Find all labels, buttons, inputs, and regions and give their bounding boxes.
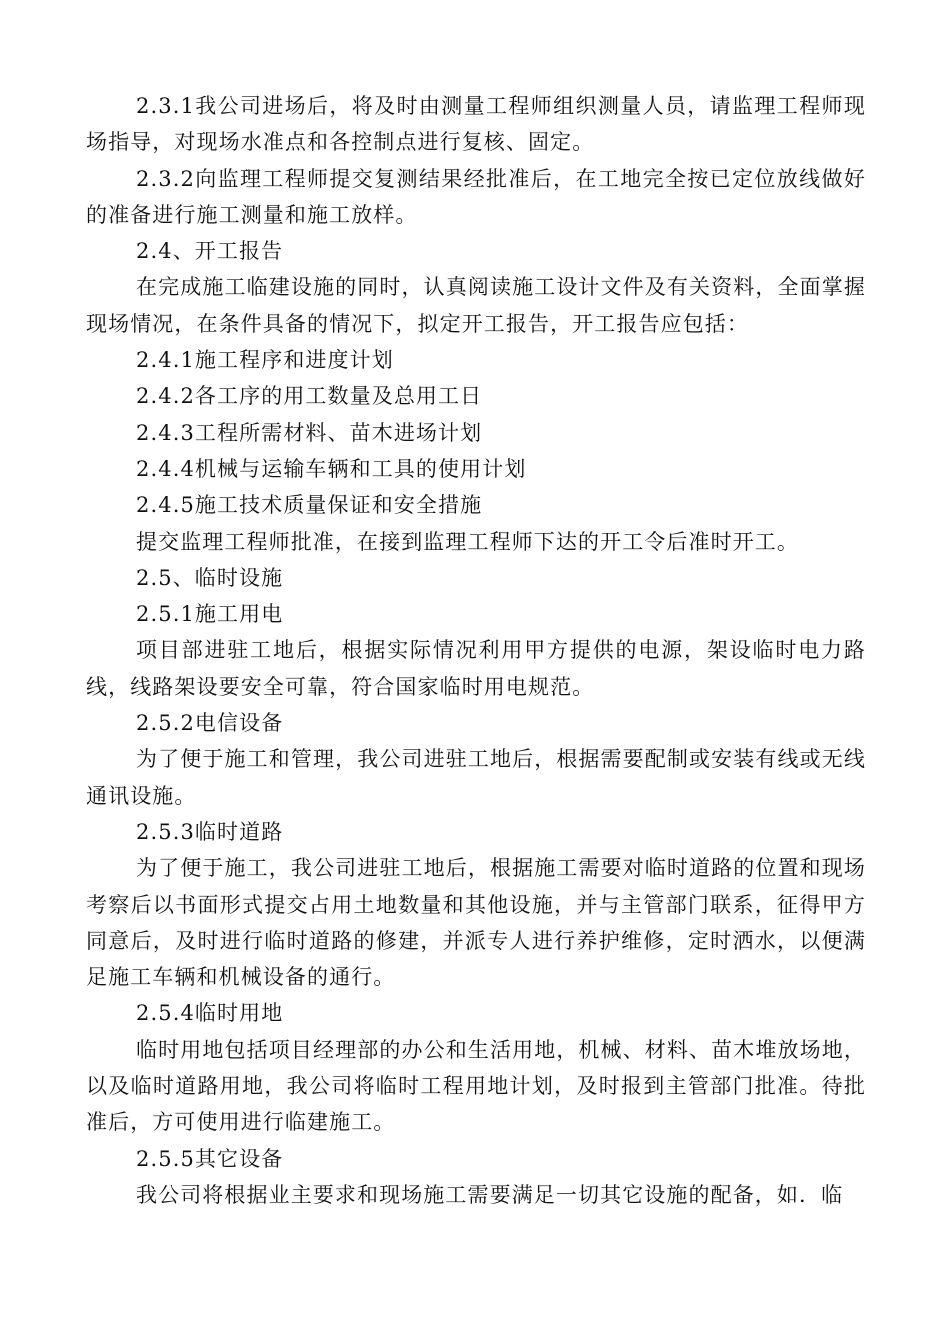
paragraph-land-use: 临时用地包括项目经理部的办公和生活用地，机械、材料、苗木堆放场地，以及临时道路用地，我公司将临时工程用地计划，及时报到主管部门批准。待批准后，方可使用进行临建施工。	[86, 1037, 866, 1135]
paragraph-submit-approval: 提交监理工程师批准，在接到监理工程师下达的开工令后准时开工。	[136, 529, 799, 554]
list-item-2-4-5: 2.4.5施工技术质量保证和安全措施	[136, 493, 483, 518]
list-item-2-4-1: 2.4.1施工程序和进度计划	[136, 348, 394, 373]
paragraph-power: 项目部进驻工地后，根据实际情况利用甲方提供的电源，架设临时电力路线，线路架设要安全可靠，符合国家临时用电规范。	[86, 638, 866, 699]
heading-2-5-4: 2.5.4临时用地	[136, 1001, 284, 1026]
heading-2-4: 2.4、开工报告	[136, 239, 284, 264]
list-item-2-4-4: 2.4.4机械与运输车辆和工具的使用计划	[136, 456, 527, 481]
heading-2-5-2: 2.5.2电信设备	[136, 711, 284, 736]
paragraph-start-report: 在完成施工临建设施的同时，认真阅读施工设计文件及有关资料，全面掌握现场情况，在条件具备的情况下，拟定开工报告，开工报告应包括：	[86, 275, 866, 336]
paragraph-2-3-1: 2.3.1我公司进场后，将及时由测量工程师组织测量人员，请监理工程师现场指导，对现场水准点和各控制点进行复核、固定。	[86, 94, 866, 155]
list-item-2-4-3: 2.4.3工程所需材料、苗木进场计划	[136, 420, 483, 445]
heading-2-5: 2.5、临时设施	[136, 565, 284, 590]
paragraph-roads: 为了便于施工，我公司进驻工地后，根据施工需要对临时道路的位置和现场考察后以书面形式提交占用土地数量和其他设施，并与主管部门联系，征得甲方同意后，及时进行临时道路的修建，并派专人进行养护维修，定时洒水，以便满足施工车辆和机械设备的通行。	[86, 856, 866, 990]
document-body	[86, 88, 866, 1213]
heading-2-5-1: 2.5.1施工用电	[136, 602, 284, 627]
heading-2-5-3: 2.5.3临时道路	[136, 819, 284, 844]
list-item-2-4-2: 2.4.2各工序的用工数量及总用工日	[136, 384, 483, 409]
heading-2-5-5: 2.5.5其它设备	[136, 1146, 284, 1171]
paragraph-telecom: 为了便于施工和管理，我公司进驻工地后，根据需要配制或安装有线或无线通讯设施。	[86, 747, 866, 808]
paragraph-2-3-2: 2.3.2向监理工程师提交复测结果经批准后，在工地完全按已定位放线做好的准备进行施工测量和施工放样。	[86, 166, 866, 227]
paragraph-other-equipment: 我公司将根据业主要求和现场施工需要满足一切其它设施的配备，如．临	[136, 1182, 844, 1207]
